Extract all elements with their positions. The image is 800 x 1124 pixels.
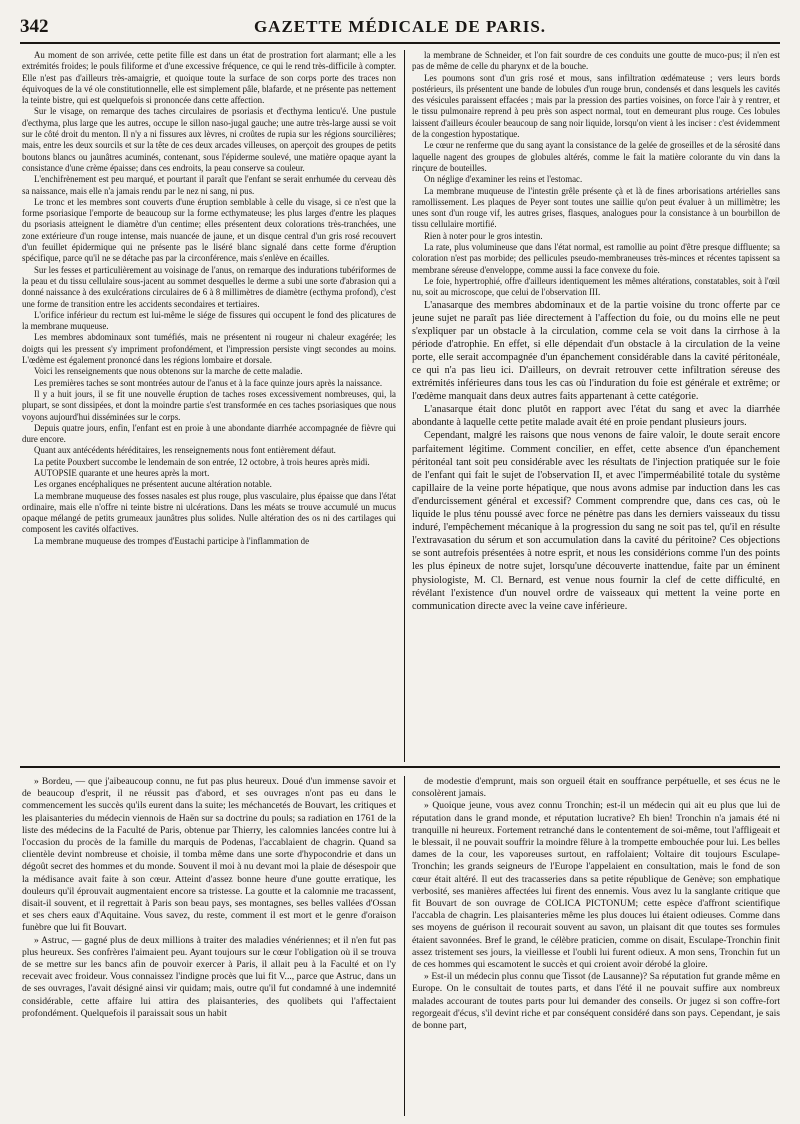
paragraph: de modestie d'emprunt, mais son orgueil était en souffrance perpétuelle, et ses écus ne le consolèrent jamais. xyxy=(412,776,780,800)
column-divider xyxy=(404,776,405,1116)
paragraph: Le tronc et les membres sont couverts d'une éruption semblable à celle du visage, si ce n'est que la forme psoriasique l'emporte de beaucoup sur la forme ecthymateuse; les plus larges d'entre les plaques du psoriasis atteignent le diamètre d'un centime; elles présentent deux colorations très-tranchées, une zone extérieure d'un rouge intense, mais nuancée de jaune, et un disque central d'un gris rosé recouvert d'un feuillet épidermique qui ne présente pas le liséré blanc signalé dans cette forme d'éruption spécifique, parce qu'il ne se détache pas par la circonférence, mais s'enlève en écailles. xyxy=(22,196,396,264)
section-divider xyxy=(20,766,780,768)
paragraph: la membrane de Schneider, et l'on fait sourdre de ces conduits une goutte de muco-pus; il n'en est pas de même de celle du pharynx et de la bouche. xyxy=(412,50,780,72)
article-column-left xyxy=(22,50,396,762)
paragraph: Sur les fesses et particulièrement au voisinage de l'anus, on remarque des indurations tubériformes de la peau et du tissu cellulaire sous-jacent au sommet desquelles le derme a subi une sorte d'abrasion qui a donné naissance à des exulcérations circulaires de 6 à 8 millimètres de diamètre (ecthyma profond), c'est une forme de transition entre les accidents secondaires et tertiaires. xyxy=(22,264,396,309)
journal-title: GAZETTE MÉDICALE DE PARIS. xyxy=(253,17,547,36)
paragraph: Sur le visage, on remarque des taches circulaires de psoriasis et d'ecthyma lenticu'é. Une pustule d'ecthyma, plus large que les autres, occupe le sillon naso-jugal gauche; une autre très-large aussi se voit sur le côté droit du menton. Il n'y a ni fissures aux lèvres, ni croûtes de rupia sur les régions sourcilières; mais, entre les deux sourcils et sur la tête de ces deux arcades villeuses, on aperçoit des groupes de petits boutons blancs ou jaunâtres acuminés, contenant, sous l'épiderme soulevé, une matière opaque ayant la consistance d'une crème épaisse; dans ces endroits, la peau conserve sa couleur. xyxy=(22,106,396,173)
paragraph: AUTOPSIE quarante et une heures après la mort. xyxy=(34,467,210,478)
paragraph: Il y a huit jours, il se fit une nouvelle éruption de taches roses excessivement nombreuses, qui, la plupart, se sont dissipées, et dont la moindre partie s'est transformée en ces taches psoriasiques que nous voyons aujourd'hui disséminées sur le corps. xyxy=(22,388,396,422)
paragraph: La membrane muqueuse des trompes d'Eustachi participe à l'inflammation de xyxy=(34,535,310,546)
paragraph: Quant aux antécédents héréditaires, les renseignements nous font entièrement défaut. xyxy=(34,445,336,456)
feuilleton-column-right xyxy=(412,776,780,1116)
paragraph: La membrane muqueuse des fosses nasales est plus rouge, plus vasculaire, plus épaisse que dans l'état ordinaire, mais elle n'offre ni teinte bistre ni ulcérations. Dans les méats se trouve accumulé un mucus opaque mélangé de petits grumeaux jaunâtres plus solides. Nulle altération des os ni des cartilages qui composent les cavités olfactives. xyxy=(22,490,396,535)
paragraph: L'anasarque était donc plutôt en rapport avec l'état du sang et avec la diarrhée abondante à laquelle cette petite malade avait été en proie pendant plusieurs jours. xyxy=(412,404,780,429)
paragraph: Le foie, hypertrophié, offre d'ailleurs identiquement les mêmes altérations, constatables, soit à l'œil nu, soit au microscope, que celui de l'observation III. xyxy=(412,275,780,298)
paragraph: Le cœur ne renferme que du sang ayant la consistance de la gelée de groseilles et de la sérosité dans laquelle nagent des groupes de globules altérés, comme le fait la matière colorante du vin dans la rinçure de bouteilles. xyxy=(412,140,780,173)
column-divider xyxy=(404,50,405,762)
page-header xyxy=(20,14,780,44)
feuilleton-column-left xyxy=(22,776,396,1116)
paragraph: La petite Pouxbert succombe le lendemain de son entrée, 12 octobre, à trois heures après midi. xyxy=(34,456,370,467)
paragraph: » Quoique jeune, vous avez connu Tronchin; est-il un médecin qui ait eu plus que lui de réputation dans le grand monde, et réputation lucrative? Eh bien! Tronchin n'a jamais été ni tranquille ni heureux. Fortement retranché dans le contentement de soi-même, tout l'affligeait et le blessait, il ne pouvait souffrir la moindre fêlure à la trompette embouchée pour lui. Les belles dames de la cour, les vaporeuses surtout, en raffolaient; Voltaire dit toujours Esculape-Tronchin; les grands seigneurs de l'Europe l'appelaient en consultation, mais le fond de son cœur était altéré. Il eut des tracasseries dans sa petite république de Genève; son emphatique verbosité, ses manières affectées lui firent des ennemis. Vous avez lu la sanglante critique que fit Bouvart de son ouvrage de COLICA PICTONUM; cette espèce d'affront scientifique l'accabla de chagrin. Les plaisanteries même les plus douces lui étaient odieuses. Comme dans ses moyens de guérison il recourait souvent au savon, un plaisant dit que toutes ses formules étaient savonnées. Bref le grand, le célèbre praticien, comme on disait, Esculape-Tronchin finit assez tristement ses jours, la vieillesse et l'oubli lui furent odieux. A mon sens, Tronchin fut un de ces hommes qui escamotent le succès et qui croient avoir dérobé la gloire. xyxy=(412,800,780,971)
paragraph: Les poumons sont d'un gris rosé et mous, sans infiltration œdémateuse ; vers leurs bords postérieurs, ils présentent une bande de lobules d'un rouge brun, condensés et dans lesquels les cavités des vésicules paraissent effacées ; mais par la pression des parties voisines, on force l'air à y rentrer, et le tissu pulmonaire reprend à peu près son aspect normal, tout en demeurant plus rouge. Ces lobules laissent d'ailleurs écouler beaucoup de sang noir liquide, lorsqu'on vient à les inciser : c'est évidemment de la congestion hypostatique. xyxy=(412,72,780,140)
paragraph: Les premières taches se sont montrées autour de l'anus et à la face quinze jours après la naissance. xyxy=(34,377,383,388)
paragraph: La rate, plus volumineuse que dans l'état normal, est ramollie au point d'être presque diffluente; sa coloration n'est pas morbide; des pellicules pseudo-membraneuses très-minces et récentes tapissent sa membrane séreuse d'enveloppe, comme aussi la face convexe du foie. xyxy=(412,242,780,275)
paragraph: On néglige d'examiner les reins et l'estomac. xyxy=(424,174,583,185)
paragraph: » Est-il un médecin plus connu que Tissot (de Lausanne)? Sa réputation fut grande même en Europe. On le consultait de toutes parts, et dans l'été il ne pouvait suffire aux nombreux malades accourant de toutes parts pour lui demander des conseils. Or jugez si son coffre-fort regorgeait d'écus, s'il devint riche et par conséquent considéré dans son pays. Cependant, je sais de bonne part, xyxy=(412,971,780,1032)
paragraph: La membrane muqueuse de l'intestin grêle présente çà et là de fines arborisations artérielles sans ramollissement. Les plaques de Peyer sont toutes une saillie qu'on peut évaluer à un millimètre; les unes sont d'un rouge vif, les autres grises, flasques, analogues pour la consistance à un bourbillon de tissu cellulaire mortifié. xyxy=(412,185,780,230)
paragraph: Au moment de son arrivée, cette petite fille est dans un état de prostration fort alarmant; elle a les extrémités froides; le pouls filiforme et d'une excessive fréquence, ce qui le rend très-difficile à compter. Elle n'est pas d'ailleurs très-amaigrie, et quoique toute la surface de son corps porte des traces non équivoques de la vé ole constitutionnelle, elle est simplement pâle, blafarde, et ne présente pas nettement la teinte bistre, qui est quelquefois si prononcée dans cette affection. xyxy=(22,50,396,106)
paragraph: Les organes encéphaliques ne présentent aucune altération notable. xyxy=(34,479,272,490)
paragraph: » Bordeu, — que j'aibeaucoup connu, ne fut pas plus heureux. Doué d'un immense savoir et de beaucoup d'esprit, il ne réussit pas d'abord, et ses ouvrages n'ont pas eu dans le commencement les succès qu'ils eurent dans la suite; les méchancetés de Bouvart, les critiques et les plaisanteries du médecin viennois de Haën sur sa doctrine du pouls; sa radiation en 1761 de la liste des médecins de la Faculté de Paris, obtenue par Thierry, les calomnies lancées contre lui à l'occasion du procès de la famille du marquis de Podenas, l'accablaient de chagrin. Quand sa clientèle devint nombreuse et choisie, il tomba même dans une sorte d'hypocondrie et dans un dégoût secret des hommes et du monde. Souvent il moi à nu devant moi la plaie de désespoir que la médisance avait faite à son cœur. Atteint d'assez bonne heure d'une goutte erratique, les douleurs qu'il éprouvait augmentaient encore sa tristesse. La goutte et la calomnie me tracassent, disait-il souvent, et il regrettait à Paris son beau pays, ses montagnes, ses belles vallées d'Ossan et ses chers eaux d'Aquitaine. Vous savez, du reste, comment il est mort et le genre d'oraison funèbre que lui fit Bouvart. xyxy=(22,776,396,934)
paragraph: Depuis quatre jours, enfin, l'enfant est en proie à une abondante diarrhée accompagnée de fièvre qui dure encore. xyxy=(22,422,396,445)
paragraph: Rien à noter pour le gros intestin. xyxy=(424,230,543,241)
page-number: 342 xyxy=(20,16,49,37)
paragraph: L'enchifrènement est peu marqué, et pourtant il paraît que l'enfant se serait enrhumée du cerveau dès sa naissance, mais elle n'a jamais rendu par le nez ni sang, ni pus. xyxy=(22,174,396,196)
paragraph: » Astruc, — gagné plus de deux millions à traiter des maladies vénériennes; et il n'en fut pas plus heureux. Ses confrères l'aimaient peu. Ayant toujours sur le cœur l'obligation où il se trouva de se mettre sur les bancs afin de pouvoir exercer à Paris, il allait peu à la Faculté et on l'y recevait avec froideur. Vous connaissez l'indigne procès que lui fit V..., parce que Astruc, dans un de ses ouvrages, l'avait désigné ainsi vir quidam; mais, outre qu'il fut condamné à une indemnité considérable, cette affaire lui attira des plaisanteries, des quolibets qui l'affectaient profondément. Quelquefois il paraissait sous un habit xyxy=(22,934,396,1019)
article-column-right xyxy=(412,50,780,762)
paragraph: Cependant, malgré les raisons que nous venons de faire valoir, le doute serait encore parfaitement légitime. Comment concilier, en effet, cette absence d'un épanchement péritonéal tant soit peu considérable avec les résultats de l'injection pratiquée sur le foie de l'enfant qui fait le sujet de l'observation II, et avec l'imperméabilité totale du système capillaire de la veine porte hépatique, que nous avons admise par induction dans les cas d'endurcissement général et excessif? Comment comprendre que, dans ces cas, où le liquide le plus ténu poussé avec force ne pénètre pas dans les derniers vaisseaux du tissu induré, l'empêchement mécanique à la progression du sang ne soit pas tel, qu'il en résulte l'extravasation du sérum et son accumulation dans la cavité du péritoine? Ces objections se sont autrefois présentées à notre esprit, et nous les considérions comme l'un des points les plus épineux de notre sujet, lorsqu'une découverte inattendue, faite par un éminent physiologiste, M. Cl. Bernard, est venue nous fournir la clef de cette difficulté, en révélant l'existence d'un nouvel ordre de vaisseaux qui mettent la veine porte en communication directe avec la veine cave inférieure. xyxy=(412,430,780,612)
paragraph: L'anasarque des membres abdominaux et de la partie voisine du tronc offerte par ce jeune sujet ne paraît pas liée directement à l'affection du foie, ou du moins elle ne peut s'expliquer par un obstacle à la circulation, comme cela se voit dans la cirrhose à la période d'atrophie. En effet, si elle dépendait d'un obstacle à la circulation de la veine porte, elle serait accompagnée d'un épanchement considérable dans la cavité péritonéale, ce qui n'a pas lieu ici. D'ailleurs, on devrait retrouver cette infiltration séreuse des extrémités inférieures dans tous les cas où l'induration du foie est générale et extrême; or l'œdème manquait dans deux autres faits appartenant à cette catégorie. xyxy=(412,299,780,403)
paragraph: Les membres abdominaux sont tuméfiés, mais ne présentent ni rougeur ni chaleur exagérée; les doigts qui les pressent s'y impriment profondément, et l'impression persiste vingt secondes au moins. L'œdème est également prononcé dans les régions lombaire et dorsale. xyxy=(22,332,396,366)
paragraph: Voici les renseignements que nous obtenons sur la marche de cette maladie. xyxy=(34,366,303,377)
paragraph: L'orifice inférieur du rectum est lui-même le siége de fissures qui occupent le fond des plicatures de la membrane muqueuse. xyxy=(22,309,396,332)
